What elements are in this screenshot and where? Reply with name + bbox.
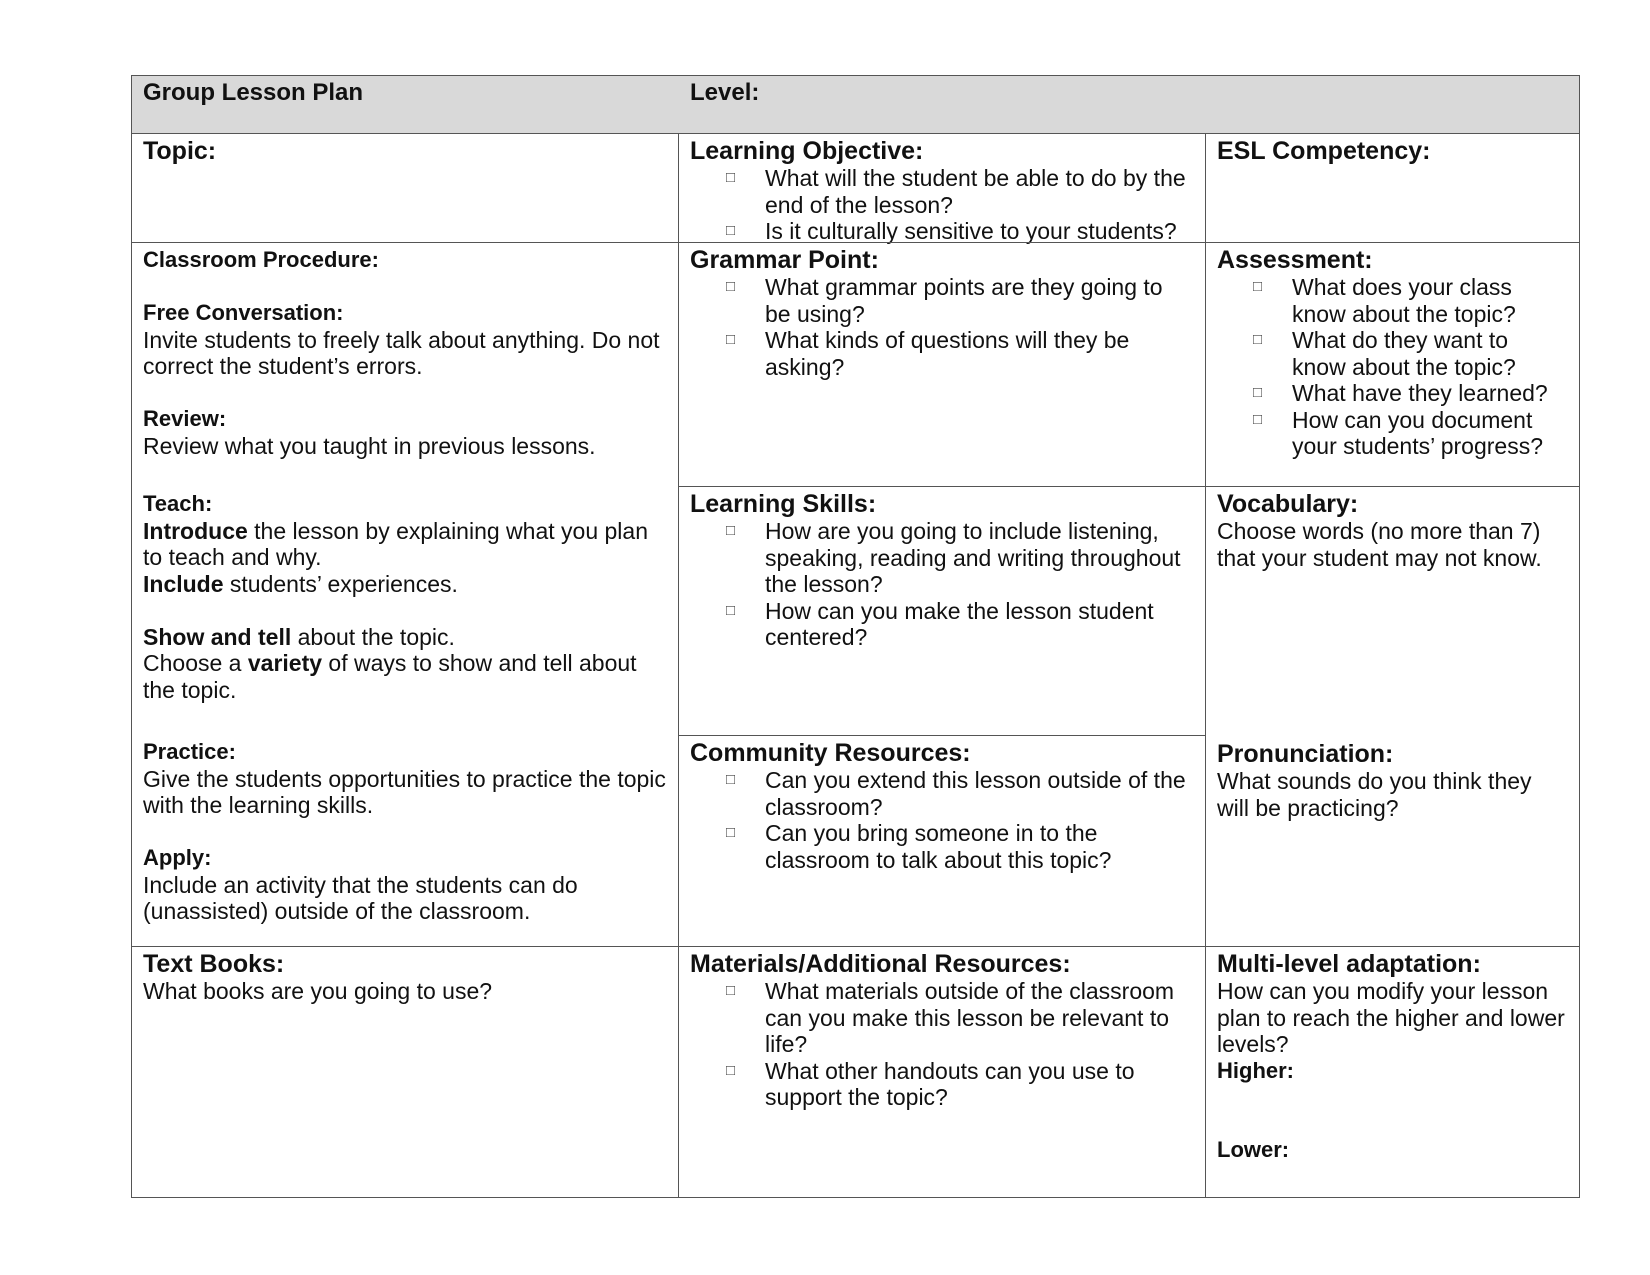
free-conversation-heading: Free Conversation: (143, 300, 344, 325)
topic-heading: Topic: (143, 137, 217, 165)
review-text: Review what you taught in previous lessons. (143, 432, 596, 459)
list-item: □ How can you document your students’ progress? (1292, 407, 1568, 460)
include-rest: students’ experiences. (223, 570, 458, 597)
choose-pre: Choose a (143, 650, 248, 676)
text-books-text: What books are you going to use? (143, 978, 493, 1004)
grammar-point-heading: Grammar Point: (690, 246, 879, 274)
esl-competency-heading: ESL Competency: (1217, 137, 1431, 165)
show-rest: about the topic. (291, 623, 455, 650)
learning-skills-heading: Learning Skills: (690, 490, 877, 518)
materials-cell (678, 946, 1205, 1198)
assessment-heading: Assessment: (1217, 246, 1373, 274)
learning-skills-cell (678, 486, 1205, 735)
list-item: □ What other handouts can you use to support the topic? (765, 1058, 1194, 1111)
multilevel-lower: Lower: (1217, 1137, 1290, 1162)
practice-text: Give the students opportunities to practice the topic with the learning skills. (143, 765, 666, 818)
free-conversation-text: Invite students to freely talk about anything. Do not correct the student’s errors. (143, 326, 660, 379)
assessment-list (1217, 274, 1568, 460)
assessment-cell (1205, 242, 1580, 486)
classroom-procedure-heading: Classroom Procedure: (143, 247, 379, 272)
list-item: □ What does your class know about the topic? (1292, 274, 1568, 327)
topic-cell (131, 133, 678, 242)
list-item: □ What will the student be able to do by the end of the lesson? (765, 165, 1194, 218)
teach-show-and-tell (143, 624, 667, 651)
teach-include (143, 571, 667, 598)
list-item: □ What have they learned? (1292, 380, 1568, 407)
choose-rest: of ways to show and tell about the topic. (143, 650, 637, 703)
materials-heading: Materials/Additional Resources: (690, 950, 1071, 978)
learning-objective-heading: Learning Objective: (690, 137, 924, 165)
list-item: □ What grammar points are they going to be using? (765, 274, 1194, 327)
introduce-rest: the lesson by explaining what you plan to teach and why. (143, 517, 648, 570)
practice-heading: Practice: (143, 739, 236, 764)
header-row (131, 75, 1580, 133)
introduce-bold: Introduce (143, 517, 248, 544)
learning-objective-cell (678, 133, 1205, 242)
community-resources-cell (678, 735, 1205, 946)
pronunciation-heading: Pronunciation: (1217, 740, 1394, 768)
list-item: □ What kinds of questions will they be asking? (765, 327, 1194, 380)
vocabulary-pronunciation-cell (1205, 486, 1580, 946)
header-level-label: Level: (690, 79, 760, 106)
materials-list (690, 978, 1194, 1111)
list-item: □ What do they want to know about the topic? (1292, 327, 1568, 380)
esl-competency-cell (1205, 133, 1580, 242)
community-resources-heading: Community Resources: (690, 739, 971, 767)
list-item: □ How can you make the lesson student centered? (765, 598, 1194, 651)
review-heading: Review: (143, 406, 227, 431)
header-title: Group Lesson Plan (143, 79, 364, 106)
apply-heading: Apply: (143, 845, 212, 870)
teach-introduce (143, 518, 667, 571)
choose-bold: variety (247, 650, 323, 676)
show-bold: Show and tell (143, 623, 292, 650)
include-bold: Include (143, 570, 224, 597)
list-item: □ Is it culturally sensitive to your students? (765, 218, 1194, 245)
lesson-plan-table (131, 75, 1580, 1198)
grammar-point-cell (678, 242, 1205, 486)
multilevel-higher: Higher: (1217, 1057, 1294, 1083)
text-books-heading: Text Books: (143, 950, 285, 978)
classroom-procedure-cell (131, 242, 678, 946)
multilevel-text: How can you modify your lesson plan to reach the higher and lower levels? (1217, 978, 1565, 1057)
learning-skills-list (690, 518, 1194, 651)
apply-text: Include an activity that the students can do (unassisted) outside of the classroom. (143, 871, 578, 924)
list-item: □ How are you going to include listening, speaking, reading and writing throughout the lesson? (765, 518, 1194, 598)
grammar-point-list (690, 274, 1194, 380)
list-item: □ What materials outside of the classroom can you make this lesson be relevant to life? (765, 978, 1194, 1058)
vocabulary-heading: Vocabulary: (1217, 490, 1359, 518)
teach-heading: Teach: (143, 491, 213, 516)
list-item: □ Can you extend this lesson outside of the classroom? (765, 767, 1194, 820)
multilevel-cell (1205, 946, 1580, 1198)
vocabulary-text: Choose words (no more than 7) that your student may not know. (1217, 518, 1542, 571)
community-resources-list (690, 767, 1194, 873)
list-item: □ Can you bring someone in to the classroom to talk about this topic? (765, 820, 1194, 873)
pronunciation-text: What sounds do you think they will be practicing? (1217, 768, 1532, 821)
multilevel-heading: Multi-level adaptation: (1217, 950, 1481, 978)
teach-choose-variety (143, 650, 667, 703)
text-books-cell (131, 946, 678, 1198)
learning-objective-list (690, 165, 1194, 245)
